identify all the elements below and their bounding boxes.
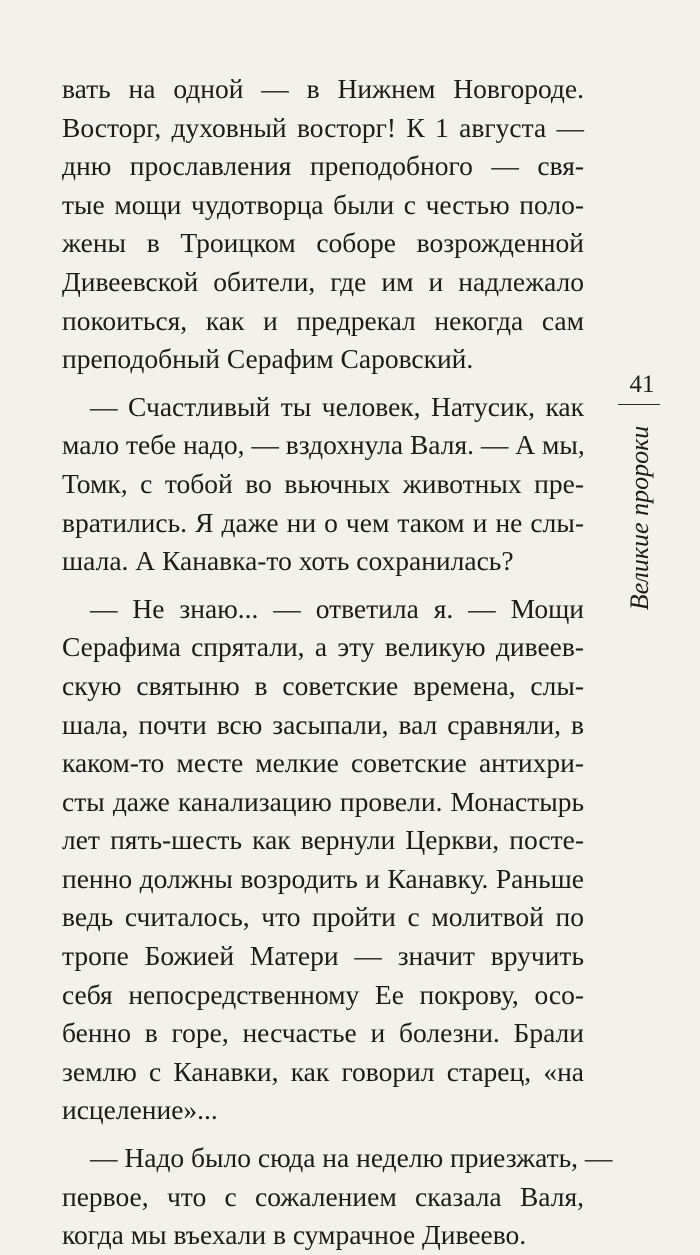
text-line: когда мы въехали в сумрачное Дивеево. <box>62 1219 527 1251</box>
page-number: 41 <box>629 371 655 398</box>
text-line: вать на одной — в Нижнем Новгороде. <box>62 73 584 104</box>
text-line: мало тебе надо, — вздохнула Валя. — А мы, <box>62 429 585 461</box>
text-line: землю с Канавки, как говорил старец, «на <box>62 1055 584 1087</box>
text-line: дню прославления преподобного — свя- <box>62 150 584 182</box>
text-line: шала. А Канавка-то хоть сохранилась? <box>62 545 514 577</box>
text-line: скую святыню в советские времена, слы- <box>62 669 584 701</box>
text-line: — Не знаю... — ответила я. — Мощи <box>90 592 584 624</box>
text-line: Серафима спрятали, а эту великую дивеев- <box>62 631 584 663</box>
text-line: первое, что с сожалением сказала Валя, <box>62 1180 584 1212</box>
text-line: исцеление»... <box>62 1094 218 1126</box>
text-line: каком-то месте мелкие советские антихри- <box>62 747 584 779</box>
text-line: — Счастливый ты человек, Натусик, как <box>90 390 584 422</box>
text-line: Дивеевской обители, где им и надлежало <box>62 265 584 297</box>
text-line: пенно должны возродить и Канавку. Раньше <box>62 862 584 894</box>
text-line: себя непосредственному Ее покрову, осо- <box>62 978 584 1010</box>
text-line: преподобный Серафим Саровский. <box>62 343 474 375</box>
text-line: жены в Троицком соборе возрожденной <box>62 227 584 259</box>
text-line: лет пять-шесть как вернули Церкви, посте- <box>62 824 584 856</box>
text-line: — Надо было сюда на неделю приезжать, — <box>90 1142 613 1174</box>
text-line: ведь считалось, что пройти с молитвой по <box>62 901 584 933</box>
text-line: покоиться, как и предрекал некогда сам <box>62 304 584 336</box>
text-line: вратились. Я даже ни о чем таком и не слы- <box>62 506 584 538</box>
running-title: Великие пророки <box>625 425 654 611</box>
text-line: бенно в горе, несчастье и болезни. Брали <box>62 1017 584 1049</box>
text-line: тропе Божией Матери — значит вручить <box>62 940 584 972</box>
text-line: шала, почти всю засыпали, вал сравняли, в <box>62 708 584 740</box>
text-line: Восторг, духовный восторг! К 1 августа — <box>62 111 584 143</box>
text-line: сты даже канализацию провели. Монастырь <box>62 785 584 817</box>
text-line: Томк, с тобой во вьючных животных пре- <box>62 467 584 499</box>
text-line: тые мощи чудотворца были с честью поло- <box>62 188 584 220</box>
body-text <box>62 70 613 1255</box>
